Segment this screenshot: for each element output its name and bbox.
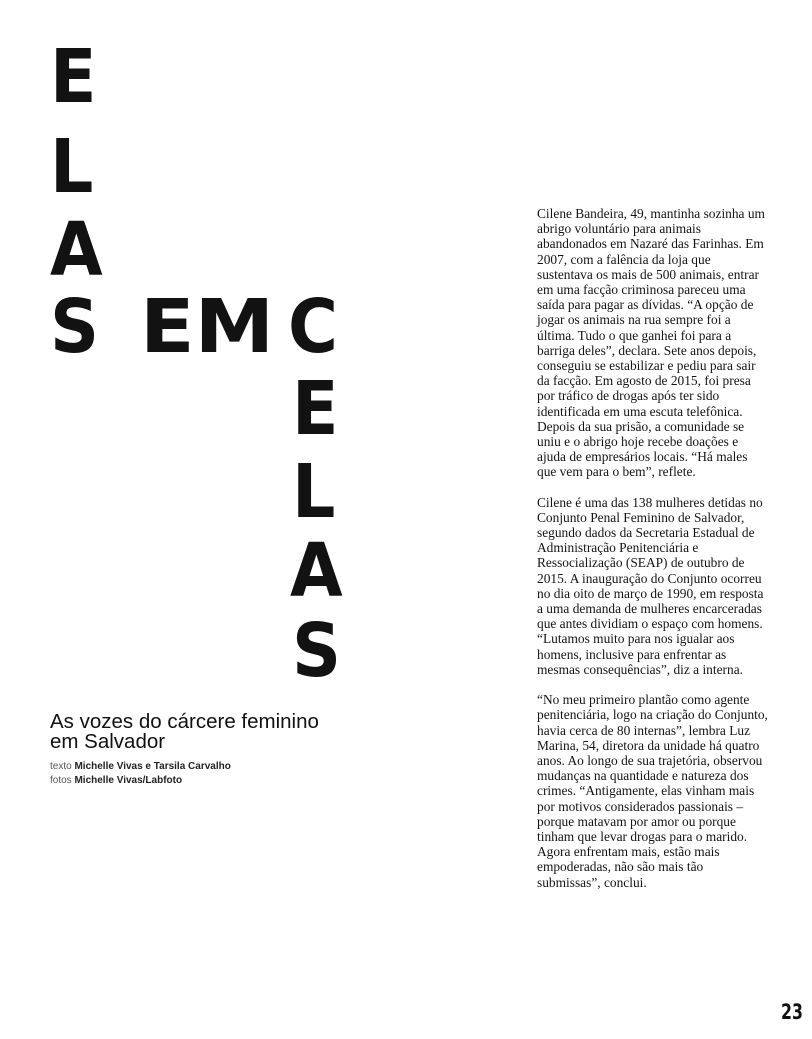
body-paragraph-1: Cilene Bandeira, 49, mantinha sozinha um abrigo voluntário para animais abandonados em Nazaré das Farinhas. Em 2007, com a falência da loja que sustentava os mais de 500 animais, entrar em uma facção criminosa pareceu uma saída para pagar as dívidas. “A opção de jogar os animais na rua sempre foi a última. Tudo o que ganhei foi para a barriga deles”, declara. Sete anos depois, conseguiu se estabilizar e pediu para sair da facção. Em agosto de 2015, foi presa por tráfico de drogas após ter sido identificada em uma escuta telefônica. Depois da sua prisão, a comunidade se uniu e o abrigo hoje recebe doações e ajuda de empresários locais. “Há males que vem para o bem”, reflete. [537, 206, 765, 480]
article-subtitle [50, 712, 370, 752]
body-paragraph-3: “No meu primeiro plantão como agente penitenciária, logo na criação do Conjunto, havia cerca de 80 internas”, lembra Luz Marina, 54, diretora da unidade há quatro anos. Ao longo de sua trajetória, observou mudanças na quantidade e natureza dos crimes. “Antigamente, elas vinham mais por motivos considerados passionais – porque matavam por amor ou porque tinham que levar drogas para o marido. Agora enfrentam mais, estão mais empoderadas, não são mais tão submissas”, conclui. [537, 692, 768, 890]
subtitle-line-1: As vozes do cárcere feminino [50, 710, 319, 733]
title-letter-a: A [50, 207, 103, 293]
body-paragraph-2: Cilene é uma das 138 mulheres detidas no Conjunto Penal Feminino de Salvador, segundo dados da Secretaria Estadual de Administração Penitenciária e Ressocialização (SEAP) de outubro de 2015. A inauguração do Conjunto ocorreu no dia oito de março de 1990, em resposta a uma demanda de mulheres encarceradas que antes dividiam o espaço com homens. “Lutamos muito para nos igualar aos homens, inclusive para enfrentar as mesmas consequências”, diz a interna. [537, 494, 764, 677]
title-letter-a-2: A [290, 528, 343, 614]
credits [50, 760, 370, 788]
title-letter-l-2: L [292, 449, 336, 535]
credit-text-label: texto [50, 761, 72, 772]
credit-text-names: Michelle Vivas e Tarsila Carvalho [74, 761, 231, 772]
title-letter-e-2: E [292, 366, 339, 452]
article-body [537, 206, 769, 905]
credit-photos-names: Michelle Vivas/Labfoto [74, 775, 183, 786]
title-letter-c: C [288, 284, 338, 370]
title-letter-l: L [50, 124, 94, 210]
title-letter-s-2: S [292, 608, 342, 694]
title-word-em: EM [140, 284, 275, 370]
title-letter-s: S [50, 284, 100, 370]
credit-text [50, 760, 370, 774]
title-letter-e: E [50, 34, 97, 120]
subtitle-line-2: em Salvador [50, 730, 166, 753]
page-number: 23 [781, 1000, 803, 1024]
credit-photos-label: fotos [50, 775, 72, 786]
credit-photos [50, 774, 370, 788]
